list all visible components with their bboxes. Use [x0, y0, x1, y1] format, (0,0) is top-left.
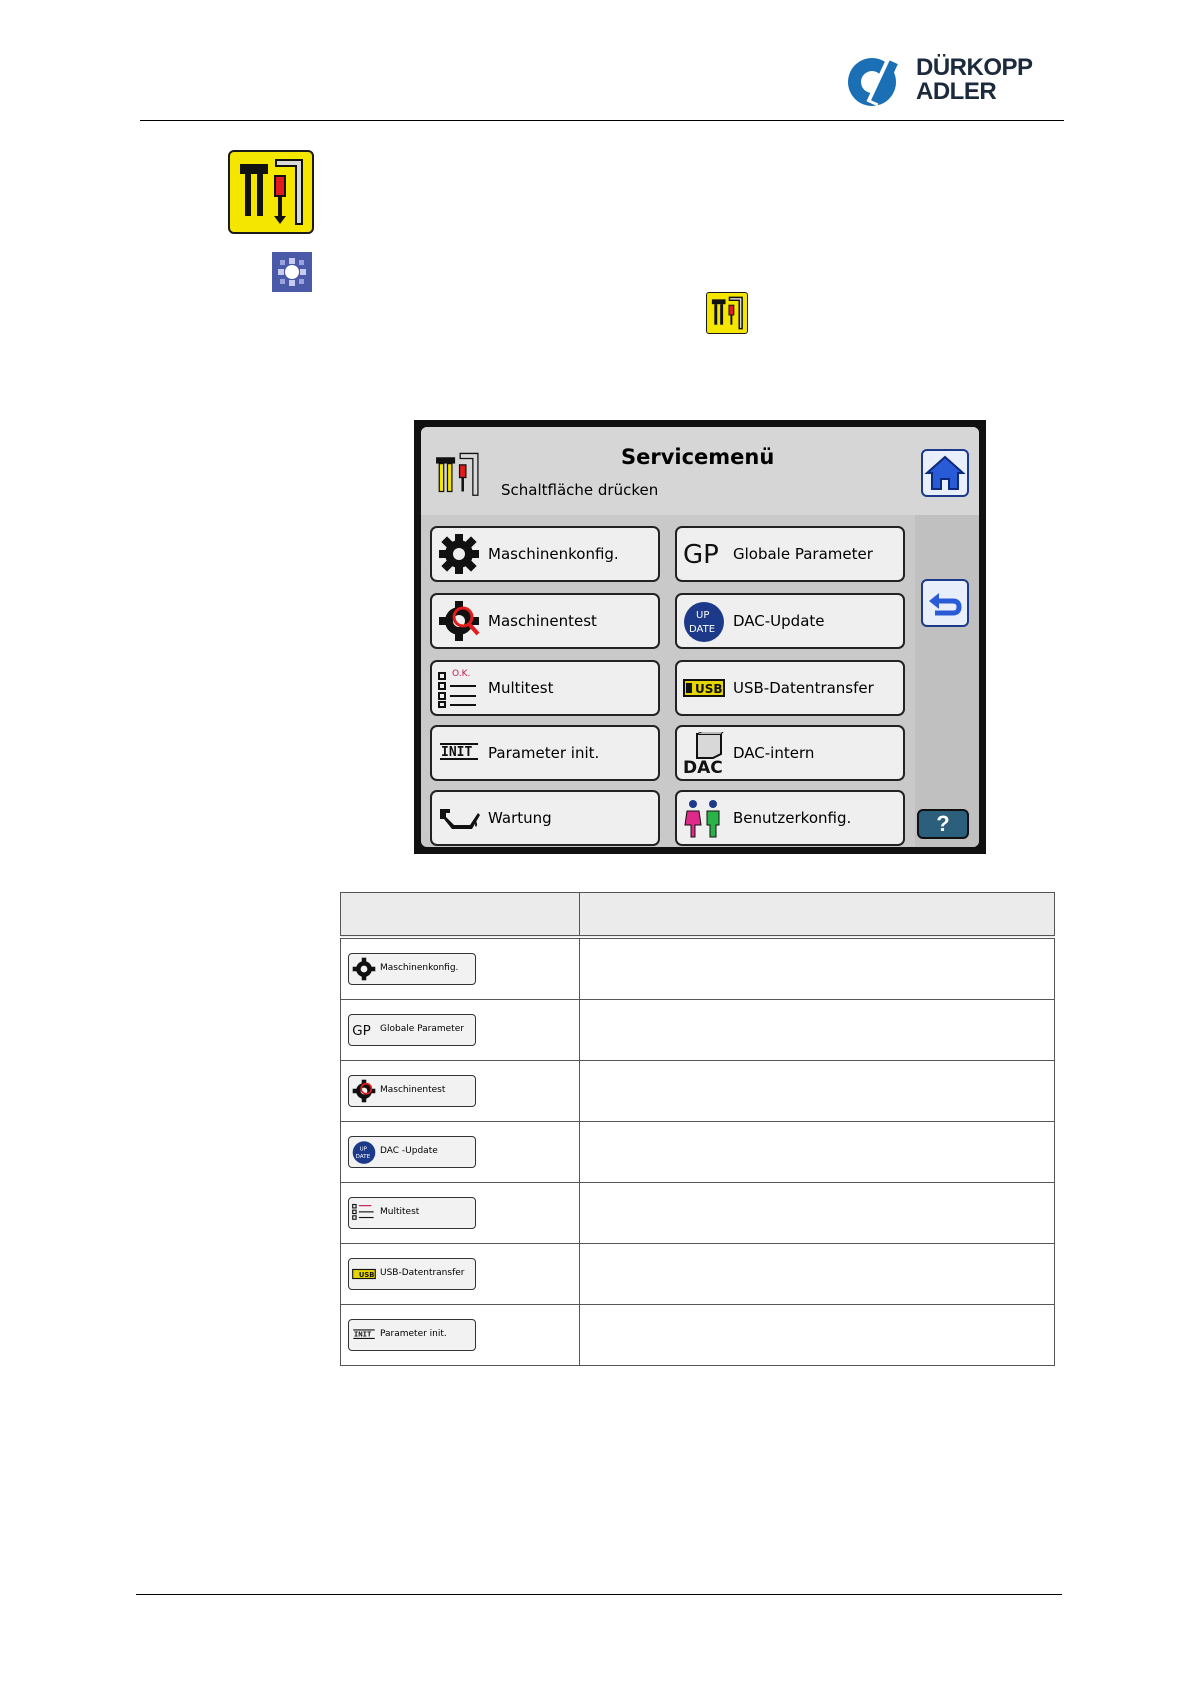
button-label: Maschinentest	[380, 1085, 446, 1095]
service-menu-screen	[414, 420, 986, 854]
home-button[interactable]	[921, 449, 969, 497]
table-cell-button	[341, 1000, 580, 1061]
table-cell-description	[580, 1061, 1055, 1122]
update-icon	[351, 1140, 377, 1164]
table-header-cell	[341, 893, 580, 938]
table-cell-button	[341, 1305, 580, 1366]
service-tools-icon	[431, 449, 483, 501]
oil-can-icon	[436, 797, 482, 839]
table-cell-button	[341, 1122, 580, 1183]
usb-icon	[681, 667, 727, 709]
maschinenkonfig-button-image	[348, 953, 476, 985]
button-label: Multitest	[380, 1207, 420, 1217]
init-icon	[351, 1323, 377, 1347]
table-row	[341, 937, 1055, 1000]
svg-text:UP: UP	[359, 1146, 368, 1153]
maschinenkonfig-button[interactable]	[430, 526, 660, 582]
table-cell-button	[341, 1061, 580, 1122]
button-label: USB-Datentransfer	[380, 1268, 465, 1278]
table-cell-button	[341, 937, 580, 1000]
init-text: INIT	[441, 745, 473, 760]
table-header-cell	[580, 893, 1055, 938]
table-row	[341, 1305, 1055, 1366]
table-cell-description	[580, 1000, 1055, 1061]
screen-title: Servicemenü	[621, 445, 775, 469]
button-label: DAC-Update	[733, 612, 825, 630]
table-row	[341, 1183, 1055, 1244]
init-icon	[436, 732, 482, 774]
dac-intern-button[interactable]	[675, 725, 905, 781]
usb-text: USB	[695, 682, 723, 696]
button-label: Maschinenkonfig.	[380, 963, 459, 973]
home-icon	[923, 451, 967, 495]
service-tools-small-icon	[706, 292, 748, 334]
table-cell-description	[580, 1244, 1055, 1305]
button-label: DAC -Update	[380, 1146, 438, 1156]
table-row	[341, 1061, 1055, 1122]
table-row	[341, 1122, 1055, 1183]
gear-test-icon	[436, 600, 482, 642]
parameter-init-button-image	[348, 1319, 476, 1351]
gp-text: GP	[683, 540, 719, 570]
button-label: Globale Parameter	[733, 545, 873, 563]
checklist-icon	[436, 667, 482, 709]
button-label: Maschinenkonfig.	[488, 545, 619, 563]
button-label: Maschinentest	[488, 612, 597, 630]
button-label: USB-Datentransfer	[733, 679, 874, 697]
svg-text:DATE: DATE	[355, 1154, 371, 1161]
maschinentest-button[interactable]	[430, 593, 660, 649]
header-rule	[140, 120, 1064, 121]
gear-icon	[351, 957, 377, 981]
init-text: INIT	[353, 1329, 372, 1339]
screen-header	[421, 427, 979, 515]
gp-icon	[351, 1018, 377, 1042]
table-cell-description	[580, 1305, 1055, 1366]
service-tools-icon	[228, 150, 314, 234]
button-label: Benutzerkonfig.	[733, 809, 852, 827]
dac-text: DAC	[683, 758, 723, 774]
users-icon	[681, 797, 727, 839]
checklist-icon	[351, 1201, 377, 1225]
button-description-table	[340, 892, 1055, 1366]
svg-text:DATE: DATE	[689, 624, 716, 635]
ok-text: O.K.	[452, 669, 471, 679]
wartung-button[interactable]	[430, 790, 660, 846]
brand-line-1: DÜRKOPP	[916, 54, 1033, 81]
gp-icon	[681, 533, 727, 575]
gear-icon	[436, 533, 482, 575]
button-label: Parameter init.	[488, 744, 600, 762]
button-label: DAC-intern	[733, 744, 815, 762]
brand-name	[916, 56, 1033, 104]
settings-grid-icon	[272, 252, 312, 292]
svg-text:UP: UP	[696, 610, 710, 621]
update-icon	[681, 600, 727, 642]
footer-rule	[136, 1594, 1062, 1595]
brand-logo	[846, 56, 1056, 108]
screen-subtitle: Schaltfläche drücken	[501, 481, 659, 499]
dac-update-button-image	[348, 1136, 476, 1168]
maschinentest-button-image	[348, 1075, 476, 1107]
brand-logo-mark-icon	[846, 56, 910, 108]
globale-parameter-button-image	[348, 1014, 476, 1046]
multitest-button-image	[348, 1197, 476, 1229]
button-label: Wartung	[488, 809, 552, 827]
table-cell-description	[580, 937, 1055, 1000]
back-arrow-icon	[923, 581, 967, 625]
usb-datentransfer-button[interactable]	[675, 660, 905, 716]
screen-side-panel	[915, 515, 979, 847]
table-cell-button	[341, 1183, 580, 1244]
dac-update-button[interactable]	[675, 593, 905, 649]
screen-panel	[421, 427, 979, 847]
table-cell-button	[341, 1244, 580, 1305]
usb-datentransfer-button-image	[348, 1258, 476, 1290]
table-header-row	[341, 893, 1055, 938]
table-row	[341, 1244, 1055, 1305]
usb-icon	[351, 1262, 377, 1286]
button-label: Parameter init.	[380, 1329, 447, 1339]
button-label: Globale Parameter	[380, 1024, 464, 1034]
globale-parameter-button[interactable]	[675, 526, 905, 582]
table-cell-description	[580, 1183, 1055, 1244]
button-label: Multitest	[488, 679, 554, 697]
benutzerkonfig-button[interactable]	[675, 790, 905, 846]
gp-text: GP	[352, 1023, 371, 1040]
help-button[interactable]: ?	[917, 809, 969, 839]
back-button[interactable]	[921, 579, 969, 627]
brand-line-2: ADLER	[916, 78, 997, 105]
gear-test-icon	[351, 1079, 377, 1103]
table-row	[341, 1000, 1055, 1061]
parameter-init-button[interactable]	[430, 725, 660, 781]
multitest-button[interactable]	[430, 660, 660, 716]
usb-text: USB	[358, 1270, 375, 1279]
table-cell-description	[580, 1122, 1055, 1183]
dac-box-icon	[681, 732, 727, 774]
